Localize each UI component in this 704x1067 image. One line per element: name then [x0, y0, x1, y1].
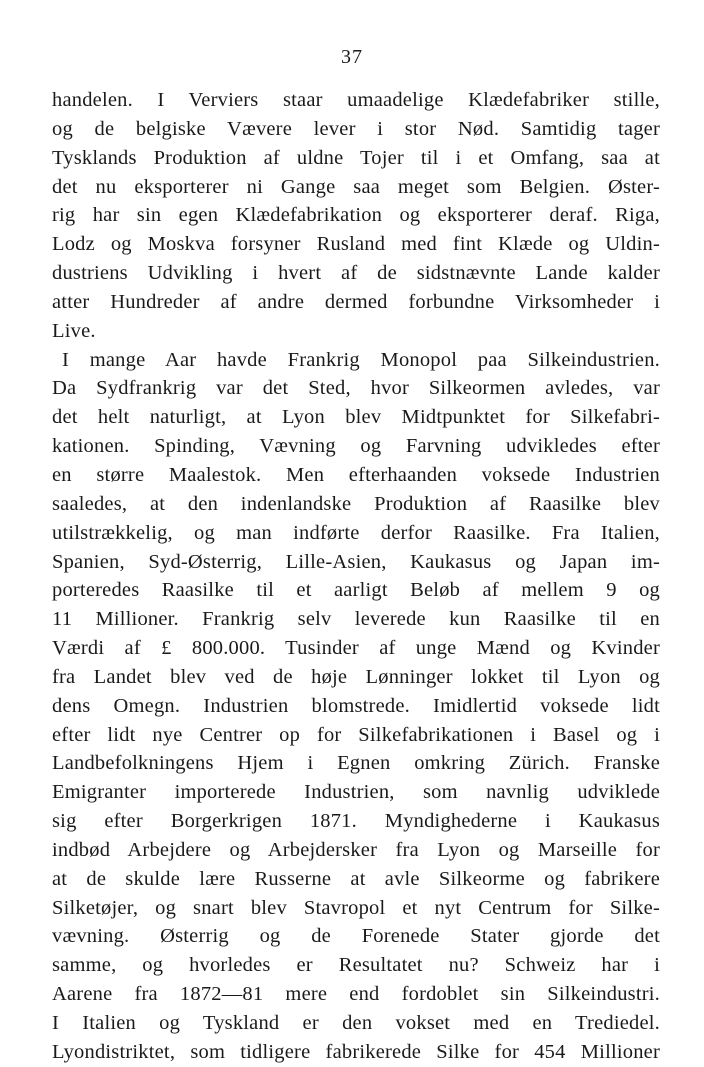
text-line: Tysklands Produktion af uldne Tojer til i et Omfang, saa at	[52, 146, 660, 169]
text-line: kationen. Spinding, Vævning og Farvning udvikledes efter	[52, 435, 660, 458]
text-line: det helt naturligt, at Lyon blev Midtpunktet for Silkefabri-	[52, 406, 660, 429]
text-line: Værdi af £ 800.000. Tusinder af unge Mænd og Kvinder	[52, 637, 660, 660]
text-line: at de skulde lære Russerne at avle Silkeorme og fabrikere	[52, 867, 660, 890]
text-line: indbød Arbejdere og Arbejdersker fra Lyon og Marseille for	[52, 838, 660, 861]
text-line: en større Maalestok. Men efterhaanden voksede Industrien	[52, 463, 660, 486]
text-line: Lyondistriktet, som tidligere fabrikerede Silke for 454 Millioner	[52, 1040, 660, 1063]
text-line: handelen. I Verviers staar umaadelige Klædefabriker stille,	[52, 89, 660, 111]
text-line: det nu eksporterer ni Gange saa meget som Belgien. Øster-	[52, 175, 660, 198]
text-line: dustriens Udvikling i hvert af de sidstnævnte Lande kalder	[52, 262, 660, 285]
text-line: porteredes Raasilke til et aarligt Beløb af mellem 9 og	[52, 579, 660, 602]
text-line: Silketøjer, og snart blev Stavropol et nyt Centrum for Silke-	[52, 896, 660, 919]
text-line: Live.	[52, 319, 96, 342]
text-line: utilstrækkelig, og man indførte derfor Raasilke. Fra Italien,	[52, 521, 660, 544]
text-line: atter Hundreder af andre dermed forbundne Virksomheder i	[52, 290, 660, 313]
page-number: 37	[341, 46, 363, 68]
text-line: I mange Aar havde Frankrig Monopol paa Silkeindustrien.	[62, 348, 660, 371]
text-line: samme, og hvorledes er Resultatet nu? Schweiz har i	[52, 954, 660, 977]
text-line: Da Sydfrankrig var det Sted, hvor Silkeormen avledes, var	[52, 377, 660, 400]
text-line: efter lidt nye Centrer op for Silkefabrikationen i Basel og i	[52, 723, 660, 746]
body-text	[52, 86, 660, 1067]
text-line: dens Omegn. Industrien blomstrede. Imidlertid voksede lidt	[52, 694, 660, 717]
text-line: og de belgiske Vævere lever i stor Nød. Samtidig tager	[52, 117, 660, 140]
text-line: rig har sin egen Klædefabrikation og eksporterer deraf. Riga,	[52, 204, 660, 227]
text-line: Landbefolkningens Hjem i Egnen omkring Zürich. Franske	[52, 752, 660, 775]
text-line: sig efter Borgerkrigen 1871. Myndighederne i Kaukasus	[52, 810, 660, 833]
text-line: 11 Millioner. Frankrig selv leverede kun Raasilke til en	[52, 608, 660, 631]
text-line: saaledes, at den indenlandske Produktion af Raasilke blev	[52, 492, 660, 515]
text-line: Spanien, Syd-Østerrig, Lille-Asien, Kaukasus og Japan im-	[52, 550, 660, 573]
text-line: Aarene fra 1872—81 mere end fordoblet sin Silkeindustri.	[52, 983, 660, 1006]
text-line: Emigranter importerede Industrien, som navnlig udviklede	[52, 781, 660, 804]
text-line: fra Landet blev ved de høje Lønninger lokket til Lyon og	[52, 665, 660, 688]
text-line: Lodz og Moskva forsyner Rusland med fint Klæde og Uldin-	[52, 233, 660, 256]
text-line: vævning. Østerrig og de Forenede Stater gjorde det	[52, 925, 660, 948]
text-line: I Italien og Tyskland er den vokset med en Trediedel.	[52, 1012, 660, 1034]
